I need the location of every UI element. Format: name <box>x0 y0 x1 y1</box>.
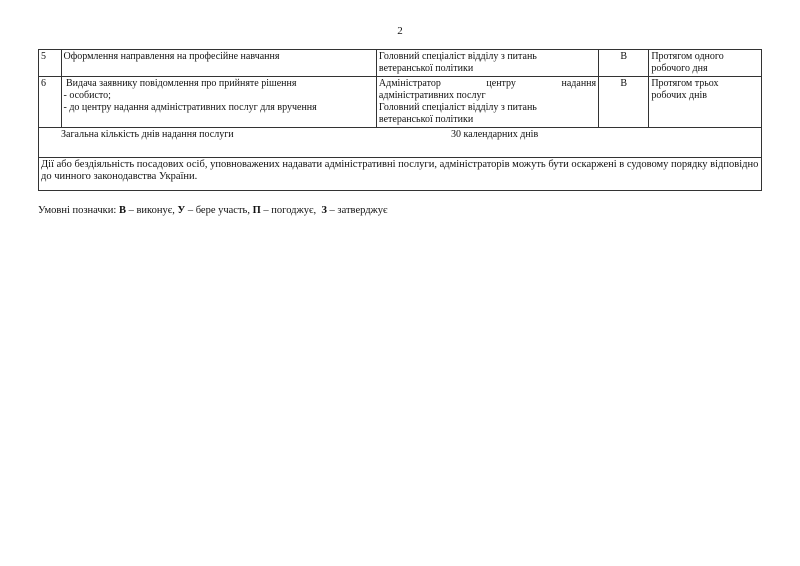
step-line: - до центру надання адміністративних послуг для вручення <box>63 102 317 113</box>
total-value: 30 календарних днів <box>451 129 539 140</box>
legend-prefix: Умовні позначки: <box>38 205 119 216</box>
term <box>649 50 762 77</box>
responsible-line: адміністративних послуг <box>378 90 486 101</box>
legend-key: П <box>252 205 261 216</box>
step-line: Оформлення направлення на професійне навчання <box>63 51 280 62</box>
responsible-line <box>379 78 596 90</box>
term-line: Протягом одного <box>651 51 724 62</box>
legend-text: – погоджує, <box>260 205 322 216</box>
table-row <box>39 77 762 128</box>
term-line: робочого дня <box>651 63 708 74</box>
responsible-line: ветеранської політики <box>378 114 474 125</box>
legend-key: З <box>321 205 327 216</box>
table-row <box>39 50 762 77</box>
services-table <box>38 49 762 191</box>
legend-text: – затверджує <box>326 205 388 216</box>
action-mark: В <box>599 50 649 77</box>
term-line: Протягом трьох <box>651 78 719 89</box>
responsible-word: надання <box>561 78 597 89</box>
appeal-text: Дії або бездіяльність посадових осіб, уповноважених надавати адміністративні послуги, адміністраторів можуть бути оскаржені в судовому порядку відповідно до чинного законодавства України. <box>39 158 762 191</box>
term <box>649 77 762 128</box>
legend-text: – виконує, <box>125 205 178 216</box>
page-number: 2 <box>397 25 403 37</box>
row-number: 6 <box>39 77 62 128</box>
responsible-line: ветеранської політики <box>378 63 474 74</box>
step-description <box>61 77 376 128</box>
step-line: - особисто; <box>63 90 111 101</box>
legend-text: – бере участь, <box>185 205 253 216</box>
total-label: Загальна кількість днів надання послуги <box>61 129 234 140</box>
responsible-word: центру <box>486 78 516 89</box>
responsible-line: Головний спеціаліст відділу з питань <box>378 51 537 62</box>
responsible-person <box>376 50 598 77</box>
row-number: 5 <box>39 50 62 77</box>
total-row <box>39 128 762 158</box>
step-line: Видача заявнику повідомлення про прийняте рішення <box>63 78 297 89</box>
legend-key: У <box>177 205 186 216</box>
appeal-row <box>39 158 762 191</box>
legend <box>38 205 388 216</box>
legend-key: В <box>118 205 126 216</box>
total-cell <box>39 128 762 158</box>
responsible-person <box>376 77 598 128</box>
term-line: робочих днів <box>651 90 707 101</box>
step-description <box>61 50 376 77</box>
action-mark: В <box>599 77 649 128</box>
responsible-line: Головний спеціаліст відділу з питань <box>378 102 537 113</box>
responsible-word: Адміністратор <box>378 78 441 89</box>
